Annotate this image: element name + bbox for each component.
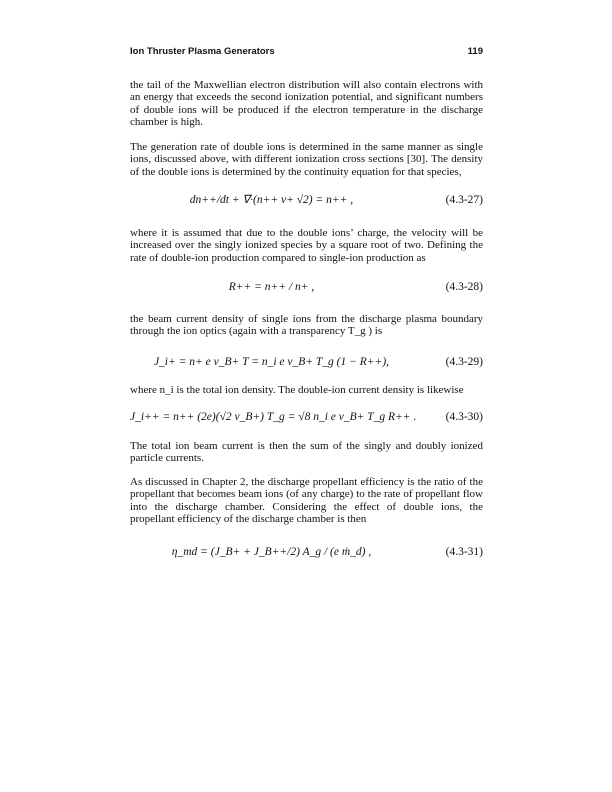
equation-4-3-31 xyxy=(130,544,483,560)
equation-text: η_md = (J_B+ + J_B++/2) A_g / (e ṁ_d) , xyxy=(171,546,372,558)
equation-text: J_i+ = n+ e v_B+ T = n_i e v_B+ T_g (1 − R++), xyxy=(153,356,390,368)
paragraph-4: the beam current density of single ions from the discharge plasma boundary through the ion optics (again with a transparency T_g ) is xyxy=(130,313,483,338)
equation-label: (4.3-30) xyxy=(445,411,483,423)
equation-4-3-30 xyxy=(130,409,483,425)
equation-label: (4.3-27) xyxy=(445,194,483,206)
equation-4-3-27 xyxy=(130,192,483,208)
equation-4-3-28 xyxy=(130,279,483,295)
equation-label: (4.3-31) xyxy=(445,546,483,558)
paragraph-7: As discussed in Chapter 2, the discharge propellant efficiency is the ratio of the propellant that becomes beam ions (of any charge) to the rate of propellant flow into the discharge chamber. Considering the effect of double ions, the propellant efficiency of the discharge chamber is then xyxy=(130,476,483,526)
running-header-title: Ion Thruster Plasma Generators xyxy=(130,46,275,57)
page-number: 119 xyxy=(467,46,483,57)
equation-4-3-29 xyxy=(130,354,483,370)
equation-text: dn++/dt + ∇·(n++ v+ √2) = n++ , xyxy=(189,194,354,206)
equation-label: (4.3-29) xyxy=(445,356,483,368)
paragraph-3: where it is assumed that due to the double ions’ charge, the velocity will be increased over the singly ionized species by a square root of two. Defining the rate of double-ion production compared to single-ion production as xyxy=(130,227,483,264)
paragraph-6: The total ion beam current is then the sum of the singly and doubly ionized particle currents. xyxy=(130,440,483,465)
paragraph-1: the tail of the Maxwellian electron distribution will also contain electrons with an energy that exceeds the second ionization potential, and significant numbers of double ions will be produced if the electron temperature in the discharge chamber is high. xyxy=(130,79,483,129)
equation-text: R++ = n++ / n+ , xyxy=(228,281,315,293)
equation-text: J_i++ = n++ (2e)(√2 v_B+) T_g = √8 n_i e v_B+ T_g R++ . xyxy=(130,411,417,423)
paragraph-2: The generation rate of double ions is determined in the same manner as single ions, discussed above, with different ionization cross sections [30]. The density of the double ions is determined by the continuity equation for that species, xyxy=(130,141,483,178)
paragraph-5: where n_i is the total ion density. The double-ion current density is likewise xyxy=(130,384,464,396)
equation-label: (4.3-28) xyxy=(445,281,483,293)
